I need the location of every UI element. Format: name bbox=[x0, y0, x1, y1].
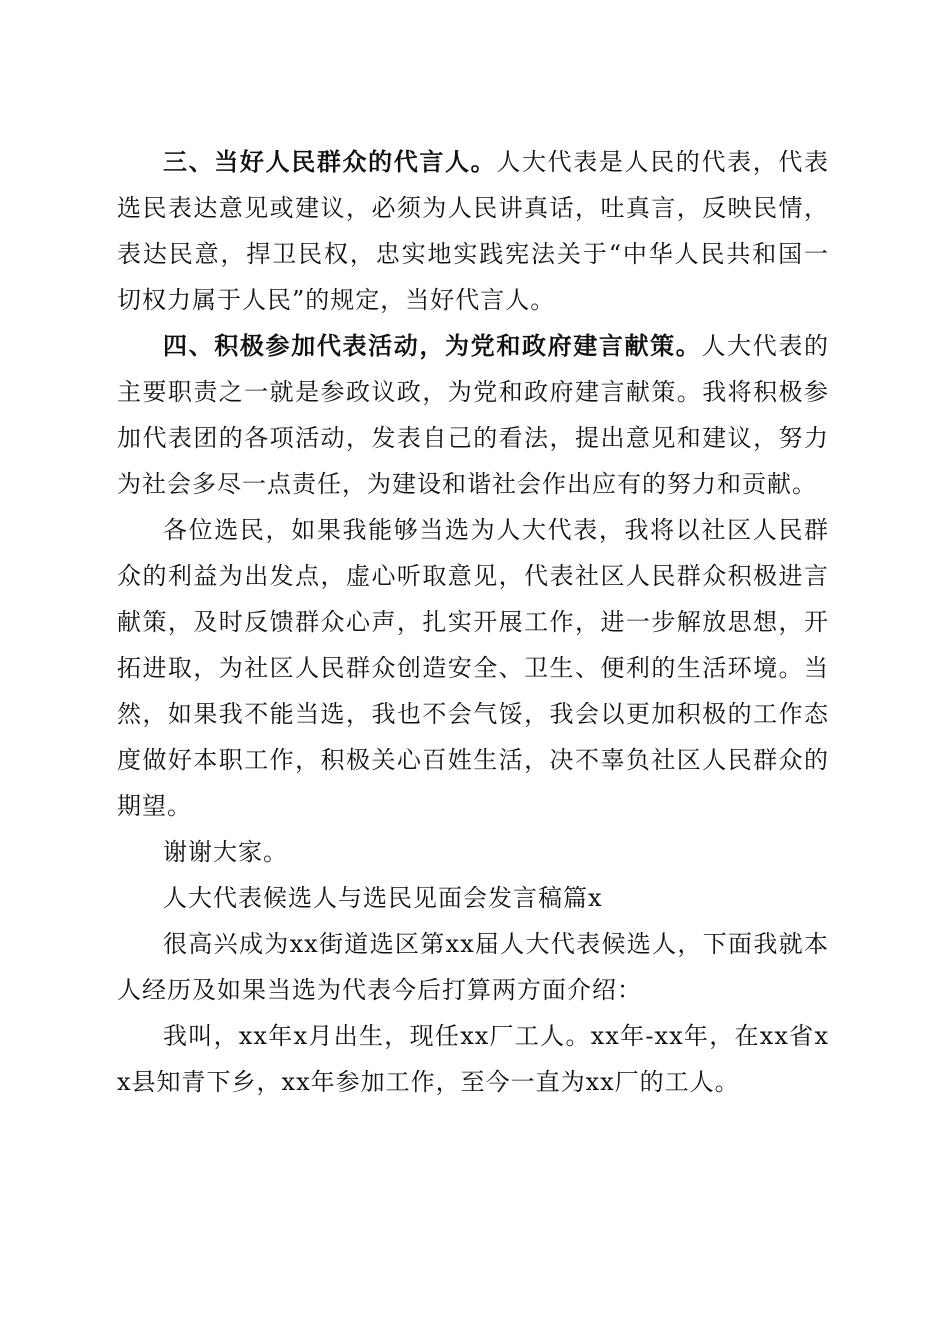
paragraph-text: 人大代表是人民的代表，代表选民表达意见或建议，必须为人民讲真话，吐真言，反映民情，表达民意，捍卫民权，忠实地实践宪法关于“中华人民共和国一切权力属于人民”的规定，当好代言人。 bbox=[117, 148, 830, 314]
document-body bbox=[117, 139, 829, 1105]
paragraph-heading: 四、积极参加代表活动，为党和政府建言献策。 bbox=[163, 331, 702, 360]
paragraph-intro bbox=[117, 921, 829, 1013]
paragraph-thanks bbox=[117, 829, 829, 875]
paragraph-text: 谢谢大家。 bbox=[163, 838, 288, 866]
paragraph-text: 人大代表候选人与选民见面会发言稿篇x bbox=[163, 884, 603, 912]
paragraph-participation bbox=[117, 323, 829, 507]
paragraph-text: 我叫，xx年x月出生，现任xx厂工人。xx年-xx年，在xx省xx县知青下乡，xx年参加工作，至今一直为xx厂的工人。 bbox=[117, 1022, 829, 1096]
paragraph-text: 各位选民，如果我能够当选为人大代表，我将以社区人民群众的利益为出发点，虚心听取意见，代表社区人民群众积极进言献策，及时反馈群众心声，扎实开展工作，进一步解放思想，开拓进取，为社区人民群众创造安全、卫生、便利的生活环境。当然，如果我不能当选，我也不会气馁，我会以更加积极的工作态度做好本职工作，积极关心百姓生活，决不辜负社区人民群众的期望。 bbox=[117, 516, 829, 820]
section-title bbox=[117, 875, 829, 921]
paragraph-heading: 三、当好人民群众的代言人。 bbox=[163, 147, 497, 176]
paragraph-text: 人大代表的主要职责之一就是参政议政，为党和政府建言献策。我将积极参加代表团的各项活动，发表自己的看法，提出意见和建议，努力为社会多尽一点责任，为建设和谐社会作出应有的努力和贡献。 bbox=[117, 332, 830, 498]
paragraph-closing-pledge bbox=[117, 507, 829, 829]
paragraph-advocate bbox=[117, 139, 829, 323]
paragraph-biography bbox=[117, 1013, 829, 1105]
paragraph-text: 很高兴成为xx街道选区第xx届人大代表候选人，下面我就本人经历及如果当选为代表今后打算两方面介绍： bbox=[117, 930, 829, 1004]
